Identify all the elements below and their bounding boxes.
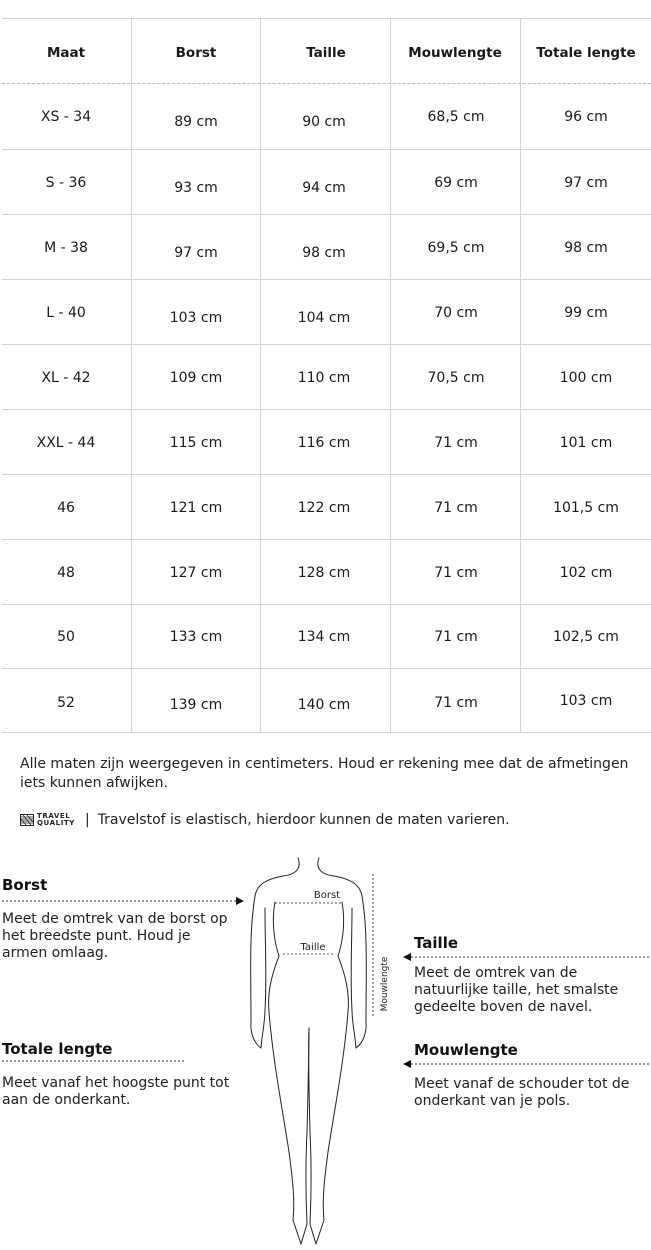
cell-borst: 103 cm — [169, 310, 223, 326]
table-row — [2, 150, 651, 215]
cell-maat: 52 — [57, 695, 75, 711]
cell-mouwlengte: 69 cm — [434, 175, 478, 191]
cell-mouwlengte: 70,5 cm — [427, 370, 485, 386]
cell-totale-lengte: 96 cm — [564, 109, 608, 125]
cell-mouwlengte: 69,5 cm — [427, 240, 485, 256]
fabric-icon — [20, 814, 34, 826]
mouwlengte-pointer-arrow — [403, 1058, 651, 1070]
cell-maat: 46 — [57, 500, 75, 516]
cell-taille: 128 cm — [297, 565, 351, 581]
header-totale-lengte: Totale lengte — [536, 45, 636, 61]
cell-borst: 89 cm — [174, 114, 218, 130]
cell-maat: L - 40 — [46, 305, 86, 321]
cell-taille: 104 cm — [297, 310, 351, 326]
cell-taille: 94 cm — [302, 180, 346, 196]
cell-maat: XS - 34 — [40, 109, 92, 125]
cell-maat: M - 38 — [44, 240, 88, 256]
figure-label-taille: Taille — [300, 942, 326, 953]
totale-lengte-divider — [2, 1058, 187, 1064]
cell-borst: 121 cm — [169, 500, 223, 516]
borst-title: Borst — [2, 876, 48, 894]
cell-taille: 122 cm — [297, 500, 351, 516]
cell-borst: 127 cm — [169, 565, 223, 581]
cell-totale-lengte: 100 cm — [559, 370, 613, 386]
cell-taille: 90 cm — [302, 114, 346, 130]
taille-title: Taille — [414, 934, 459, 952]
table-row — [2, 540, 651, 605]
header-taille: Taille — [306, 45, 346, 61]
separator: | — [84, 812, 90, 828]
figure-label-mouwlengte: Mouwlengte — [380, 956, 390, 1012]
table-row — [2, 669, 651, 733]
mouwlengte-description: Meet vanaf de schouder tot de onderkant van je pols. — [414, 1076, 630, 1109]
cell-mouwlengte: 68,5 cm — [427, 109, 485, 125]
table-row — [2, 410, 651, 475]
body-silhouette-figure — [235, 852, 410, 1250]
cell-borst: 133 cm — [169, 629, 223, 645]
figure-label-borst: Borst — [313, 890, 341, 901]
cell-borst: 139 cm — [169, 697, 223, 713]
cell-maat: XL - 42 — [41, 370, 91, 386]
cell-taille: 134 cm — [297, 629, 351, 645]
borst-pointer-arrow — [2, 895, 246, 907]
header-mouwlengte: Mouwlengte — [408, 45, 502, 61]
cell-mouwlengte: 70 cm — [434, 305, 478, 321]
table-row — [2, 215, 651, 280]
mouwlengte-title: Mouwlengte — [414, 1041, 518, 1059]
cell-maat: XXL - 44 — [36, 435, 96, 451]
cell-totale-lengte: 101 cm — [559, 435, 613, 451]
table-row — [2, 280, 651, 345]
cell-mouwlengte: 71 cm — [434, 565, 478, 581]
table-row — [2, 605, 651, 669]
cell-totale-lengte: 103 cm — [559, 693, 613, 709]
cell-mouwlengte: 71 cm — [434, 695, 478, 711]
logo-line-quality: QUALITY — [37, 819, 75, 827]
cell-mouwlengte: 71 cm — [434, 435, 478, 451]
cell-taille: 98 cm — [302, 245, 346, 261]
travel-note-text: Travelstof is elastisch, hierdoor kunnen de maten varieren. — [97, 812, 510, 828]
totale-lengte-description: Meet vanaf het hoogste punt tot aan de onderkant. — [2, 1075, 230, 1108]
taille-pointer-arrow — [403, 951, 651, 963]
cell-totale-lengte: 98 cm — [564, 240, 608, 256]
travel-quality-logo — [20, 813, 75, 827]
cell-maat: 48 — [57, 565, 75, 581]
cell-mouwlengte: 71 cm — [434, 629, 478, 645]
totale-lengte-title: Totale lengte — [2, 1040, 113, 1058]
cell-totale-lengte: 102,5 cm — [553, 629, 619, 645]
borst-description: Meet de omtrek van de borst op het breedste punt. Houd je armen omlaag. — [2, 911, 228, 961]
logo-line-travel: TRAVEL — [37, 812, 71, 820]
cell-mouwlengte: 71 cm — [434, 500, 478, 516]
cell-totale-lengte: 99 cm — [564, 305, 608, 321]
taille-description: Meet de omtrek van de natuurlijke taille, het smalste gedeelte boven de navel. — [414, 965, 619, 1015]
cell-maat: S - 36 — [45, 175, 87, 191]
table-row — [2, 475, 651, 540]
cell-taille: 110 cm — [297, 370, 351, 386]
header-maat: Maat — [46, 45, 86, 61]
size-table — [2, 18, 651, 733]
cell-taille: 140 cm — [297, 697, 351, 713]
cell-totale-lengte: 97 cm — [564, 175, 608, 191]
cell-totale-lengte: 101,5 cm — [553, 500, 619, 516]
measurement-note: Alle maten zijn weergegeven in centimeters. Houd er rekening mee dat de afmetingen iets kunnen afwijken. — [20, 756, 629, 791]
table-header-row — [2, 19, 651, 84]
cell-taille: 116 cm — [297, 435, 351, 451]
cell-borst: 109 cm — [169, 370, 223, 386]
cell-borst: 97 cm — [174, 245, 218, 261]
cell-borst: 93 cm — [174, 180, 218, 196]
table-row — [2, 345, 651, 410]
cell-borst: 115 cm — [169, 435, 223, 451]
cell-totale-lengte: 102 cm — [559, 565, 613, 581]
table-row — [2, 84, 651, 150]
header-borst: Borst — [175, 45, 217, 61]
travel-quality-note — [20, 812, 510, 828]
cell-maat: 50 — [57, 629, 75, 645]
